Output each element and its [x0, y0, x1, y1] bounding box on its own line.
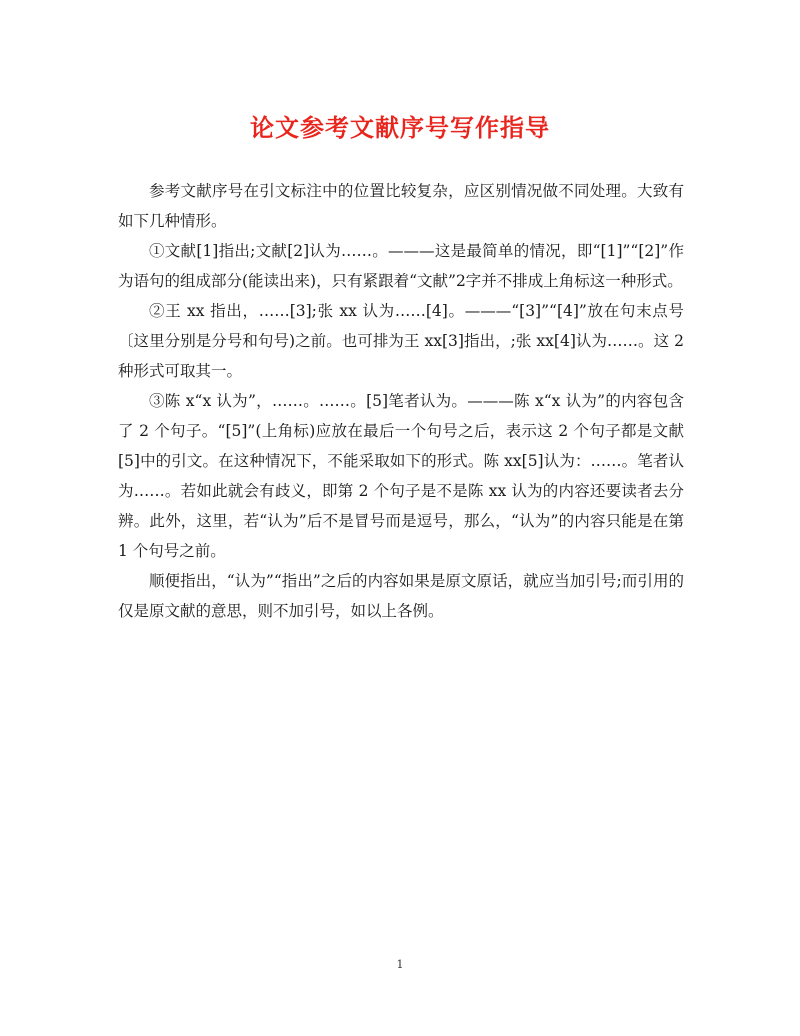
- paragraph-case-2: ②王 xx 指出，……[3];张 xx 认为……[4]。———“[3]”“[4]”放在句末点号〔这里分别是分号和句号)之前。也可排为王 xx[3]指出，;张 xx[4]认为……。这 2 种形式可取其一。: [118, 302, 684, 380]
- paragraph-intro: 参考文献序号在引文标注中的位置比较复杂，应区别情况做不同处理。大致有如下几种情形。: [118, 182, 684, 230]
- paragraph-case-1: ①文献[1]指出;文献[2]认为……。———这是最简单的情况，即“[1]”“[2]”作为语句的组成部分(能读出来)，只有紧跟着“文献”2字并不排成上角标这一种形式。: [118, 242, 684, 290]
- document-title: 论文参考文献序号写作指导: [250, 114, 550, 142]
- paragraph-note: 顺便指出，“认为”“指出”之后的内容如果是原文原话，就应当加引号;而引用的仅是原文献的意思，则不加引号，如以上各例。: [118, 572, 684, 620]
- paragraph-case-3: ③陈 x“x 认为”，……。……。[5]笔者认为。———陈 x“x 认为”的内容包含了 2 个句子。“[5]”(上角标)应放在最后一个句号之后，表示这 2 个句子都是文献[5]中的引文。在这种情况下，不能采取如下的形式。陈 xx[5]认为：……。笔者认为……。若如此就会有歧义，即第 2 个句子是不是陈 xx 认为的内容还要读者去分辨。此外，这里，若“认为”后不是冒号而是逗号，那么，“认为”的内容只能是在第 1 个句号之前。: [118, 392, 684, 560]
- document-body: [118, 176, 684, 626]
- page-number: 1: [396, 958, 404, 971]
